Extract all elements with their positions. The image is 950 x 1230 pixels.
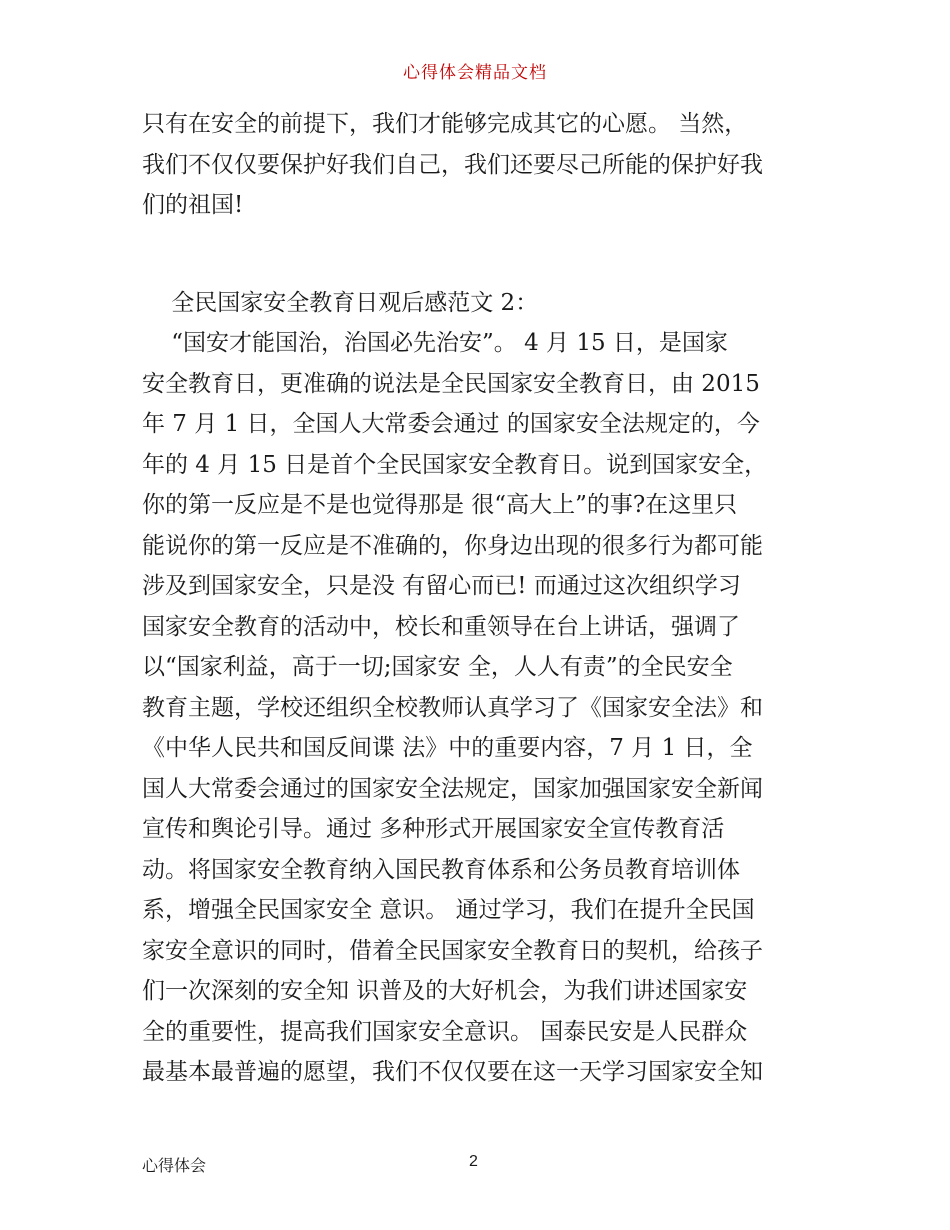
text-line: 宣传和舆论引导。通过 多种形式开展国家安全宣传教育活 bbox=[142, 816, 725, 842]
text-line: 们的祖国! bbox=[142, 192, 244, 218]
text-line: 系，增强全民国家安全 意识。 通过学习，我们在提升全民国 bbox=[142, 897, 755, 923]
document-header: 心得体会精品文档 bbox=[403, 63, 547, 83]
text-line: 年 7 月 1 日，全国人大常委会通过 的国家安全法规定的，今 bbox=[142, 411, 760, 437]
text-line: 以“国家利益，高于一切;国家安 全，人人有责”的全民安全 bbox=[142, 654, 733, 680]
text-line: 能说你的第一反应是不准确的，你身边出现的很多行为都可能 bbox=[142, 532, 763, 559]
text-line: 只有在安全的前提下，我们才能够完成其它的心愿。 当然， bbox=[142, 111, 748, 137]
text-line: 教育主题，学校还组织全校教师认真学习了《国家安全法》和 bbox=[142, 694, 763, 721]
text-line: 你的第一反应是不是也觉得那是 很“高大上”的事?在这里只 bbox=[142, 492, 738, 518]
text-line: 家安全意识的同时，借着全民国家安全教育日的契机，给孩子 bbox=[142, 937, 763, 964]
text-line: 最基本最普遍的愿望，我们不仅仅要在这一天学习国家安全知 bbox=[142, 1059, 763, 1085]
text-line: 全的重要性，提高我们国家安全意识。 国泰民安是人民群众 bbox=[142, 1018, 748, 1045]
text-line: 安全教育日，更准确的说法是全民国家安全教育日，由 2015 bbox=[142, 370, 760, 397]
text-line: 年的 4 月 15 日是首个全民国家安全教育日。说到国家安全， bbox=[142, 451, 768, 478]
text-line: 我们不仅仅要保护好我们自己，我们还要尽己所能的保护好我 bbox=[142, 151, 763, 178]
text-line: 动。将国家安全教育纳入国民教育体系和公务员教育培训体 bbox=[142, 856, 740, 883]
text-line: 《中华人民共和国反间谍 法》中的重要内容，7 月 1 日，全 bbox=[142, 735, 753, 761]
section-heading: 全民国家安全教育日观后感范文 2： bbox=[142, 289, 539, 316]
text-line: 国家安全教育的活动中，校长和重领导在台上讲话，强调了 bbox=[142, 613, 740, 640]
text-line: 涉及到国家安全，只是没 有留心而已! 而通过这次组织学习 bbox=[142, 573, 741, 599]
text-line: 国人大常委会通过的国家安全法规定，国家加强国家安全新闻 bbox=[142, 775, 763, 802]
text-line: 们一次深刻的安全知 识普及的大好机会，为我们讲述国家安 bbox=[142, 978, 748, 1004]
document-body bbox=[142, 104, 822, 1093]
text-line: “国安才能国治，治国必先治安”。 4 月 15 日，是国家 bbox=[142, 330, 728, 356]
paragraph-gap bbox=[142, 226, 822, 283]
page-number: 2 bbox=[469, 1153, 478, 1170]
footer-label: 心得体会 bbox=[142, 1156, 207, 1175]
